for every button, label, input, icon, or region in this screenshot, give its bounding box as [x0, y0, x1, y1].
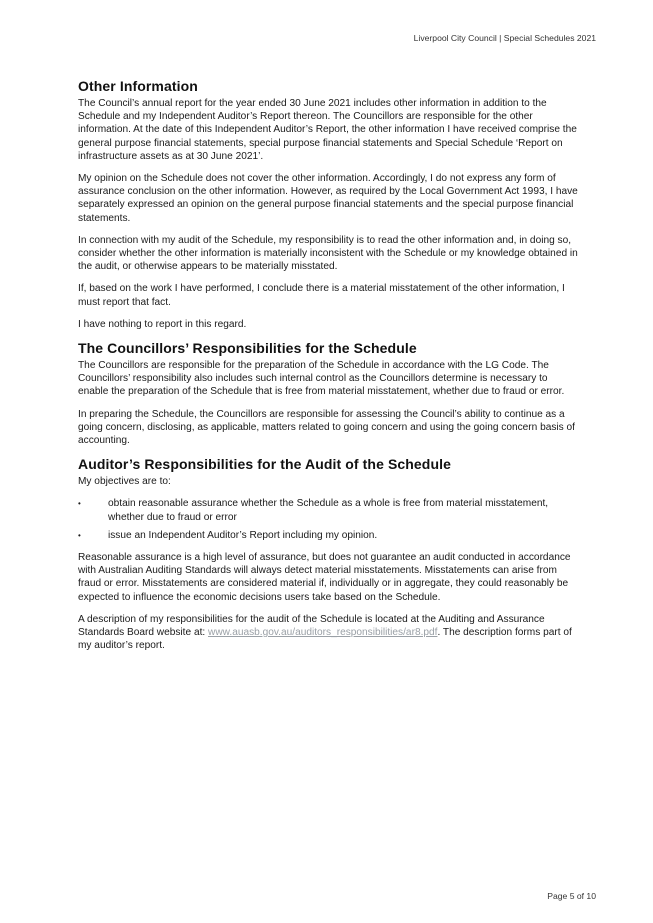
bullet-icon: •	[78, 499, 81, 509]
paragraph: The Council’s annual report for the year ended 30 June 2021 includes other information in addition to the Schedule and my Independent Auditor’s Report thereon. The Councillors are responsible for the other information. At the date of this Independent Auditor’s Report, the other information I have received comprise the general purpose financial statements, special purpose financial statements and Special Schedule ‘Report on infrastructure assets as at 30 June 2021’.	[78, 98, 577, 162]
page-number: Page 5 of 10	[547, 891, 596, 901]
description-paragraph	[78, 613, 578, 653]
paragraph: In preparing the Schedule, the Councillors are responsible for assessing the Council’s ability to continue as a going concern, disclosing, as applicable, matters related to going concern and using the going concern basis of accounting.	[78, 408, 575, 447]
paragraph: Reasonable assurance is a high level of assurance, but does not guarantee an audit conducted in accordance with Australian Auditing Standards will always detect material misstatements. Misstatements can arise from fraud or error. Misstatements are considered material if, individually or in aggregate, they could reasonably be expected to influence the economic decisions users take based on the Schedule.	[78, 552, 571, 603]
document-body	[78, 78, 578, 662]
page-header: Liverpool City Council | Special Schedules 2021	[413, 33, 596, 43]
paragraph: The Councillors are responsible for the preparation of the Schedule in accordance with the LG Code. The Councillors’ responsibility also includes such internal control as the Councillors determine is necessary to enable the preparation of the Schedule that is free from material misstatement, whether due to fraud or error.	[78, 360, 565, 398]
section-other-information	[78, 78, 578, 331]
bullet-icon: •	[78, 530, 81, 540]
paragraph: My opinion on the Schedule does not cover the other information. Accordingly, I do not express any form of assurance conclusion on the other information. However, as required by the Local Government Act 1993, I have separately expressed an opinion on the general purpose financial statements and the special purpose financial statements.	[78, 173, 578, 224]
description-text: A description of my responsibilities for the audit of the Schedule is located at the Auditing and Assurance Standards Board website at:	[78, 613, 545, 639]
objectives-intro: My objectives are to:	[78, 476, 171, 488]
heading-other-information: Other Information	[78, 78, 198, 94]
heading-auditor-responsibilities: Auditor’s Responsibilities for the Audit of the Schedule	[78, 456, 451, 473]
paragraph: In connection with my audit of the Schedule, my responsibility is to read the other information and, in doing so, consider whether the other information is materially inconsistent with the Schedule or my knowledge obtained in the audit, or otherwise appears to be materially misstated.	[78, 234, 578, 273]
paragraph: I have nothing to report in this regard.	[78, 318, 247, 330]
list-item	[78, 497, 578, 523]
list-item-text: issue an Independent Auditor’s Report including my opinion.	[108, 529, 378, 541]
heading-councillors-responsibilities: The Councillors’ Responsibilities for the Schedule	[78, 340, 417, 357]
section-auditor-responsibilities	[78, 456, 578, 652]
auasb-link[interactable]: www.auasb.gov.au/auditors_responsibilities/ar8.pdf	[208, 627, 438, 639]
section-councillors-responsibilities	[78, 340, 578, 447]
objectives-list	[78, 497, 578, 542]
list-item	[78, 529, 578, 542]
paragraph: If, based on the work I have performed, I conclude there is a material misstatement of the other information, I must report that fact.	[78, 283, 565, 308]
description-text-end: . The description forms part of my auditor’s report.	[78, 627, 572, 652]
list-item-text: obtain reasonable assurance whether the Schedule as a whole is free from material misstatement, whether due to fraud or error	[108, 498, 549, 523]
